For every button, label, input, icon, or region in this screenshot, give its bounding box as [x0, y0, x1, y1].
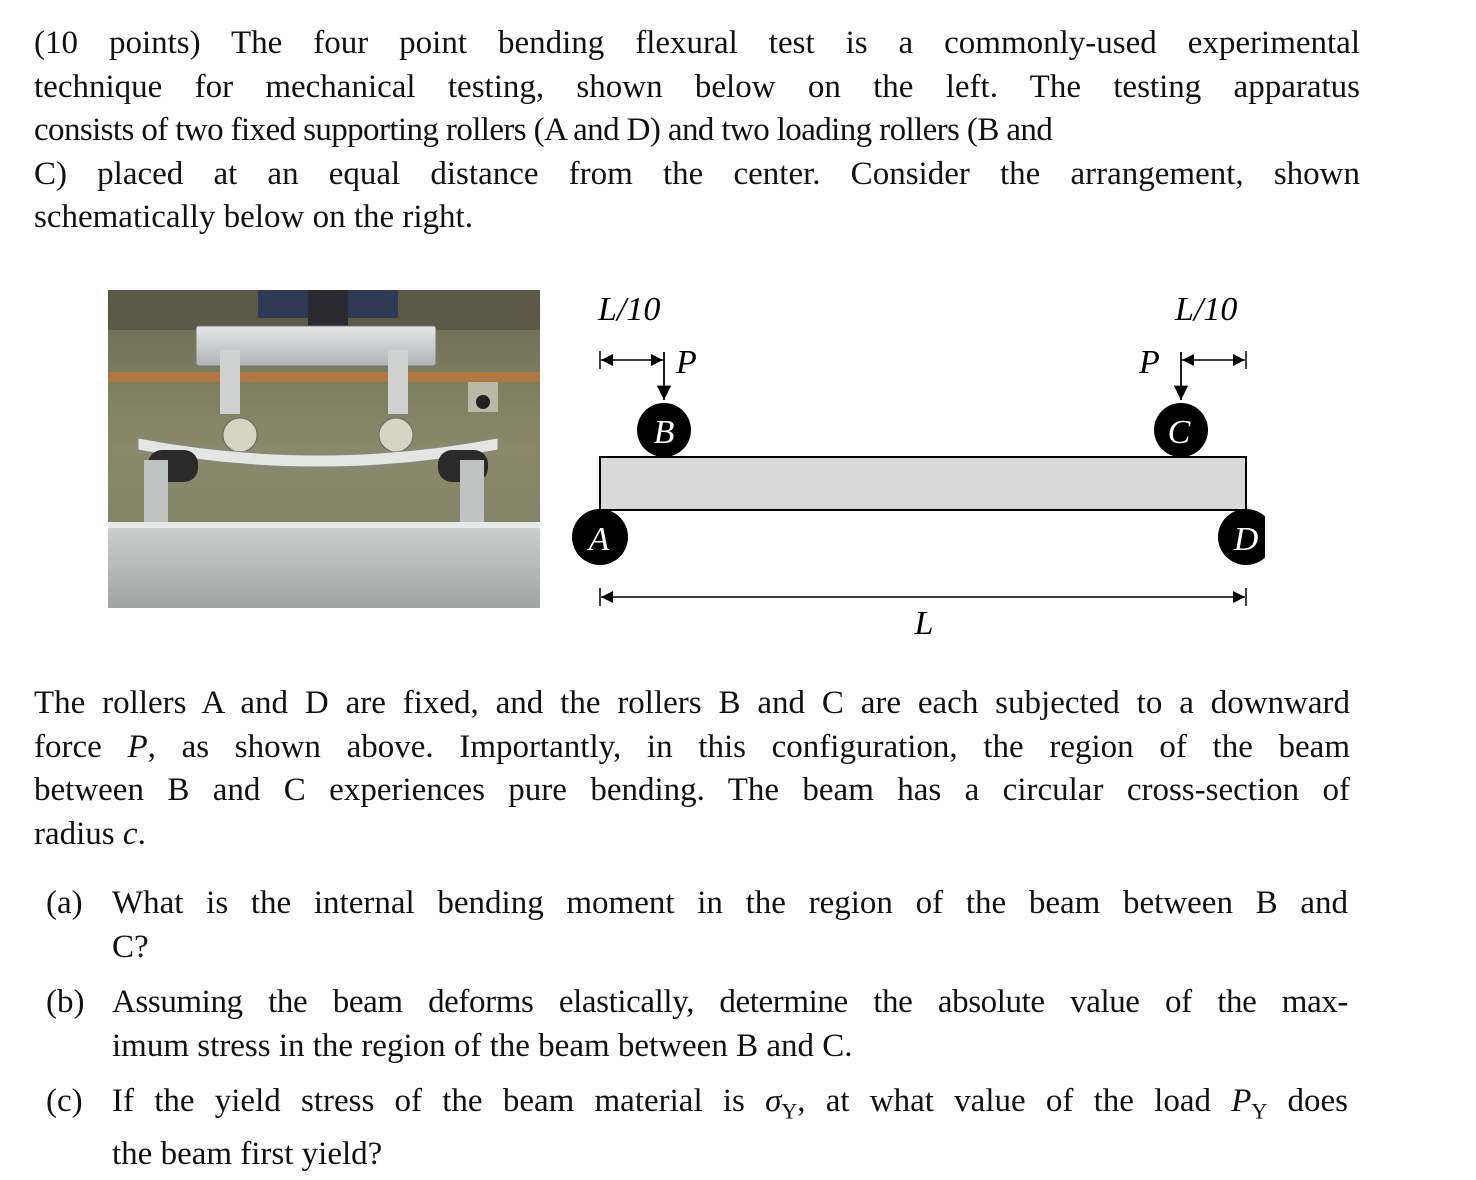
intro-line: technique for mechanical testing, shown below on the left. The testing apparatus — [34, 68, 1360, 105]
force-variable: P — [127, 728, 148, 765]
left-offset-label: L/10 — [598, 291, 661, 328]
intro-line: C) placed at an equal distance from the center. Consider the arrangement, shown — [34, 155, 1360, 192]
beam-schematic — [565, 280, 1265, 650]
question-text: Assuming the beam deforms elastically, determine the absolute value of the max- — [112, 984, 1348, 1020]
span-label: L — [914, 605, 934, 642]
beam — [600, 457, 1246, 510]
body-line: force P, as shown above. Importantly, in this configuration, the region of the beam — [34, 728, 1350, 765]
radius-variable: c — [122, 815, 138, 852]
load-variable: P — [1231, 1083, 1252, 1119]
load-right-label: P — [1139, 344, 1160, 381]
apparatus-photo — [108, 290, 540, 608]
body-line: radius c. — [34, 815, 146, 852]
load-subscript: Y — [1251, 1098, 1268, 1124]
right-offset-label: L/10 — [1175, 291, 1238, 328]
question-text: imum stress in the region of the beam between B and C. — [112, 1027, 853, 1064]
sigma-subscript: Y — [781, 1098, 798, 1124]
question-label: (a) — [46, 885, 83, 921]
question-text: What is the internal bending moment in the region of the beam between B and — [112, 885, 1348, 921]
load-left-label: P — [676, 344, 697, 381]
sigma-symbol: σ — [765, 1083, 782, 1119]
intro-line: (10 points) The four point bending flexural test is a commonly-used experimental — [34, 25, 1360, 61]
question-text: If the yield stress of the beam material is $\sigma_Y$, at what value of the load $P_Y$ does — [112, 1083, 1348, 1124]
intro-line: schematically below on the right. — [34, 199, 473, 235]
question-label: (c) — [46, 1083, 83, 1119]
body-line: between B and C experiences pure bending. The beam has a circular cross-section of — [34, 772, 1350, 808]
body-line: The rollers A and D are fixed, and the rollers B and C are each subjected to a downward — [34, 685, 1350, 721]
body-paragraph — [34, 682, 1350, 856]
intro-paragraph — [34, 22, 1360, 240]
roller-d-label: D — [1233, 521, 1259, 558]
roller-c-label: C — [1167, 414, 1191, 451]
question-text: C? — [112, 928, 149, 965]
intro-line: consists of two fixed supporting rollers (A and D) and two loading rollers (B and — [34, 112, 1053, 148]
question-text: the beam first yield? — [112, 1136, 383, 1173]
roller-a-label: A — [588, 521, 610, 558]
roller-b-label: B — [653, 414, 675, 451]
question-label: (b) — [46, 984, 85, 1020]
